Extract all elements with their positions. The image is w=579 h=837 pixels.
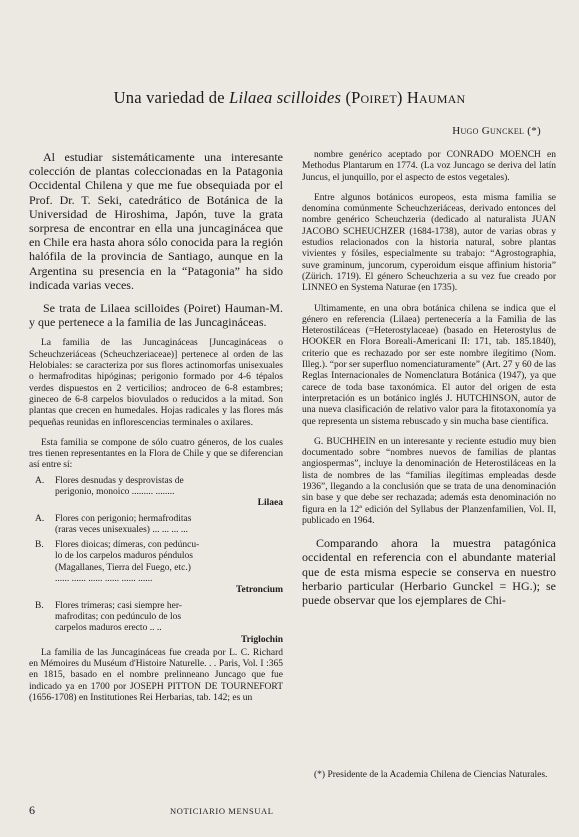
key-genus: Lilaea [257,498,283,509]
page-number: 6 [29,803,35,817]
key-line: (raras veces unisexuales) ... ... ... ... [55,524,188,535]
key-letter: B. [35,600,44,611]
key-line: Flores con perigonio; hermafroditas [55,513,192,524]
title-pre: Una variedad de [113,88,230,107]
key-genus: Tetroncium [236,585,283,596]
article-author: Hugo Gunckel (*) [452,125,541,137]
key-line: ...... ...... ...... ...... ...... ...... [55,574,153,585]
paragraph-family: La familia de las Juncagináceas [Juncagináceas o Scheuchzeriáceas (Scheuchzeriaceae)] pertenece al orden de las Helobiales: se caracteriza por sus flores actinomorfas unisexuales o hermafroditas hipóginas; perigonio formado por 4-6 tépalos verdes dispuestos en 2 verticilios; androceo de 6-8 estambres; gineceo de 6-8 carpelos biovulados o reducidos a la mitad. Son plantas que crecen en humedales. Hojas radicales y las flores más pequeñas reunidas en inflorescencias terminales o axilares. [29,338,283,428]
key-line: Flores trímeras; casi siempre her- [55,600,182,611]
right-column [302,150,556,607]
key-line: Flores desnudas y desprovistas de [55,475,184,486]
key-line: carpelos maduros erecto .. .. [55,623,162,634]
key-item [29,540,283,596]
paragraph-history: La familia de las Juncagináceas fue creada por L. C. Richard en Mémoires du Muséum d'Histoire Naturelle. . . Paris, Vol. I :365 en 1815, basado en el nombre prelinneano Juncago que fue indicado ya en 1700 por JOSEPH PITTON DE TOURNEFORT (1656-1708) en Institutiones Rei Herbarias, tab. 142; es un [29,647,283,704]
key-genus: Triglochin [240,634,283,645]
title-author-paren: (Poiret) [341,88,407,107]
paragraph-species: Se trata de Lilaea scilloides (Poiret) Hauman-M. y que pertenece a la familia de las Juncagináceas. [29,301,283,330]
key-letter: B. [35,540,44,551]
key-item [29,514,283,537]
left-column [29,150,283,704]
footnote: (*) Presidente de la Academia Chilena de Ciencias Naturales. [314,770,548,780]
title-post: Hauman [406,88,466,107]
paragraph-moench: nombre genérico aceptado por CONRADO MOENCH en Methodus Plantarum en 1774. (La voz Juncago se deriva del latín Juncus, el junquillo, por el aspecto de estos vegetales). [302,150,556,183]
key-letter: A. [35,475,45,486]
paragraph-scheuchzer: Entre algunos botánicos europeos, esta misma familia se denomina comúnmente Scheuchzeriáceas, derivado entonces del nombre genérico Scheuchzeria (dedicado al naturalista JUAN JACOBO SCHEUCHZER (1684-1738), autor de varias obras y estudios relacionados con la historia natural, sobre plantas vivientes y fósiles, especialmente su trabajo: “Agrostographia, suve graminum, juncorum, cyperoidum eisque affinium historia” (Zürich. 1719). El género Scheuchzeria a su vez fue creado por LINNEO en Systema Naturae (en 1735). [302,192,556,294]
key-line: lo de los carpelos maduros péndulos [55,551,193,562]
identification-key [29,476,283,646]
paragraph-comparison: Comparando ahora la muestra patagónica occidental en referencia con el abundante material que de esta misma especie se conserva en nuestro herbario particular (Herbario Gunckel = HG.); se puede observar que los ejemplares de Chi- [302,536,556,608]
paragraph-buchhein: G. BUCHHEIN en un interesante y reciente estudio muy bien documentado sobre “nombres nuevos de familias de plantas angiospermas”, incluye la denominación de Heterostiláceas en la lista de nombres de las “familias ilegítimas empleadas desde 1936”, llegando a la conclusión que se trata de una denominación sin base y que debe ser rechazada; además esta denominación no figura en la 12ª edición del Syllabus der Planzenfamilien, Vol. II, publicado en 1964. [302,436,556,526]
article-title [0,88,579,108]
key-line: mafroditas; con pedúnculo de los [55,611,182,622]
paragraph-heterostylaceae: Ultimamente, en una obra botánica chilena se indica que el género en referencia (Lilaea) pertenecería a la Familia de las Heterostiláceas (=Heterostylaceae) (basado en Heterostylus de HOOKER en Flora Boreali-Americani II: 171, tab. 185.1840), criterio que es rechazado por ser este nombre ilegítimo (Nom. Illeg.). “por ser superfluo nomenciaturamente” (Art. 27 y 60 de las Reglas Internacionales de Nomenclatura Botánica (1947), ya que carece de toda base taxonómica. El autor del origen de esta interpretación es un botánico inglés J. HUTCHINSON, autor de una nueva clasificación de relativo valor para la fitotaxonomía ya que representa un sistema rebuscado y sin mucha base científica. [302,303,556,427]
key-line: (Magallanes, Tierra del Fuego, etc.) [55,562,191,573]
title-species: Lilaea scilloides [229,88,342,107]
key-letter: A. [35,513,45,524]
key-item [29,601,283,646]
paragraph-genera: Esta familia se compone de sólo cuatro géneros, de los cuales tres tienen representantes en la Flora de Chile y que se diferencian así entre sí: [29,437,283,471]
key-item [29,476,283,510]
key-line: perigonio, monoico ......... ........ [55,487,175,497]
paragraph-intro: Al estudiar sistemáticamente una interesante colección de plantas coleccionadas en la Patagonia Occidental Chilena y que me fue obsequiada por el Prof. Dr. T. Seki, catedrático de Botánica de la Universidad de Hiroshima, Japón, tuve la grata sorpresa de encontrar en ella una juncaginácea que en Chile era hasta ahora sólo conocida para la región halófila de la provincia de Santiago, aunque en la Argentina su presencia en la “Patagonia” ha sido indicada varias veces. [29,150,283,292]
key-line: Flores dioicas; dímeras, con pedúncu- [55,540,200,551]
running-title: NOTICIARIO MENSUAL [170,806,274,816]
